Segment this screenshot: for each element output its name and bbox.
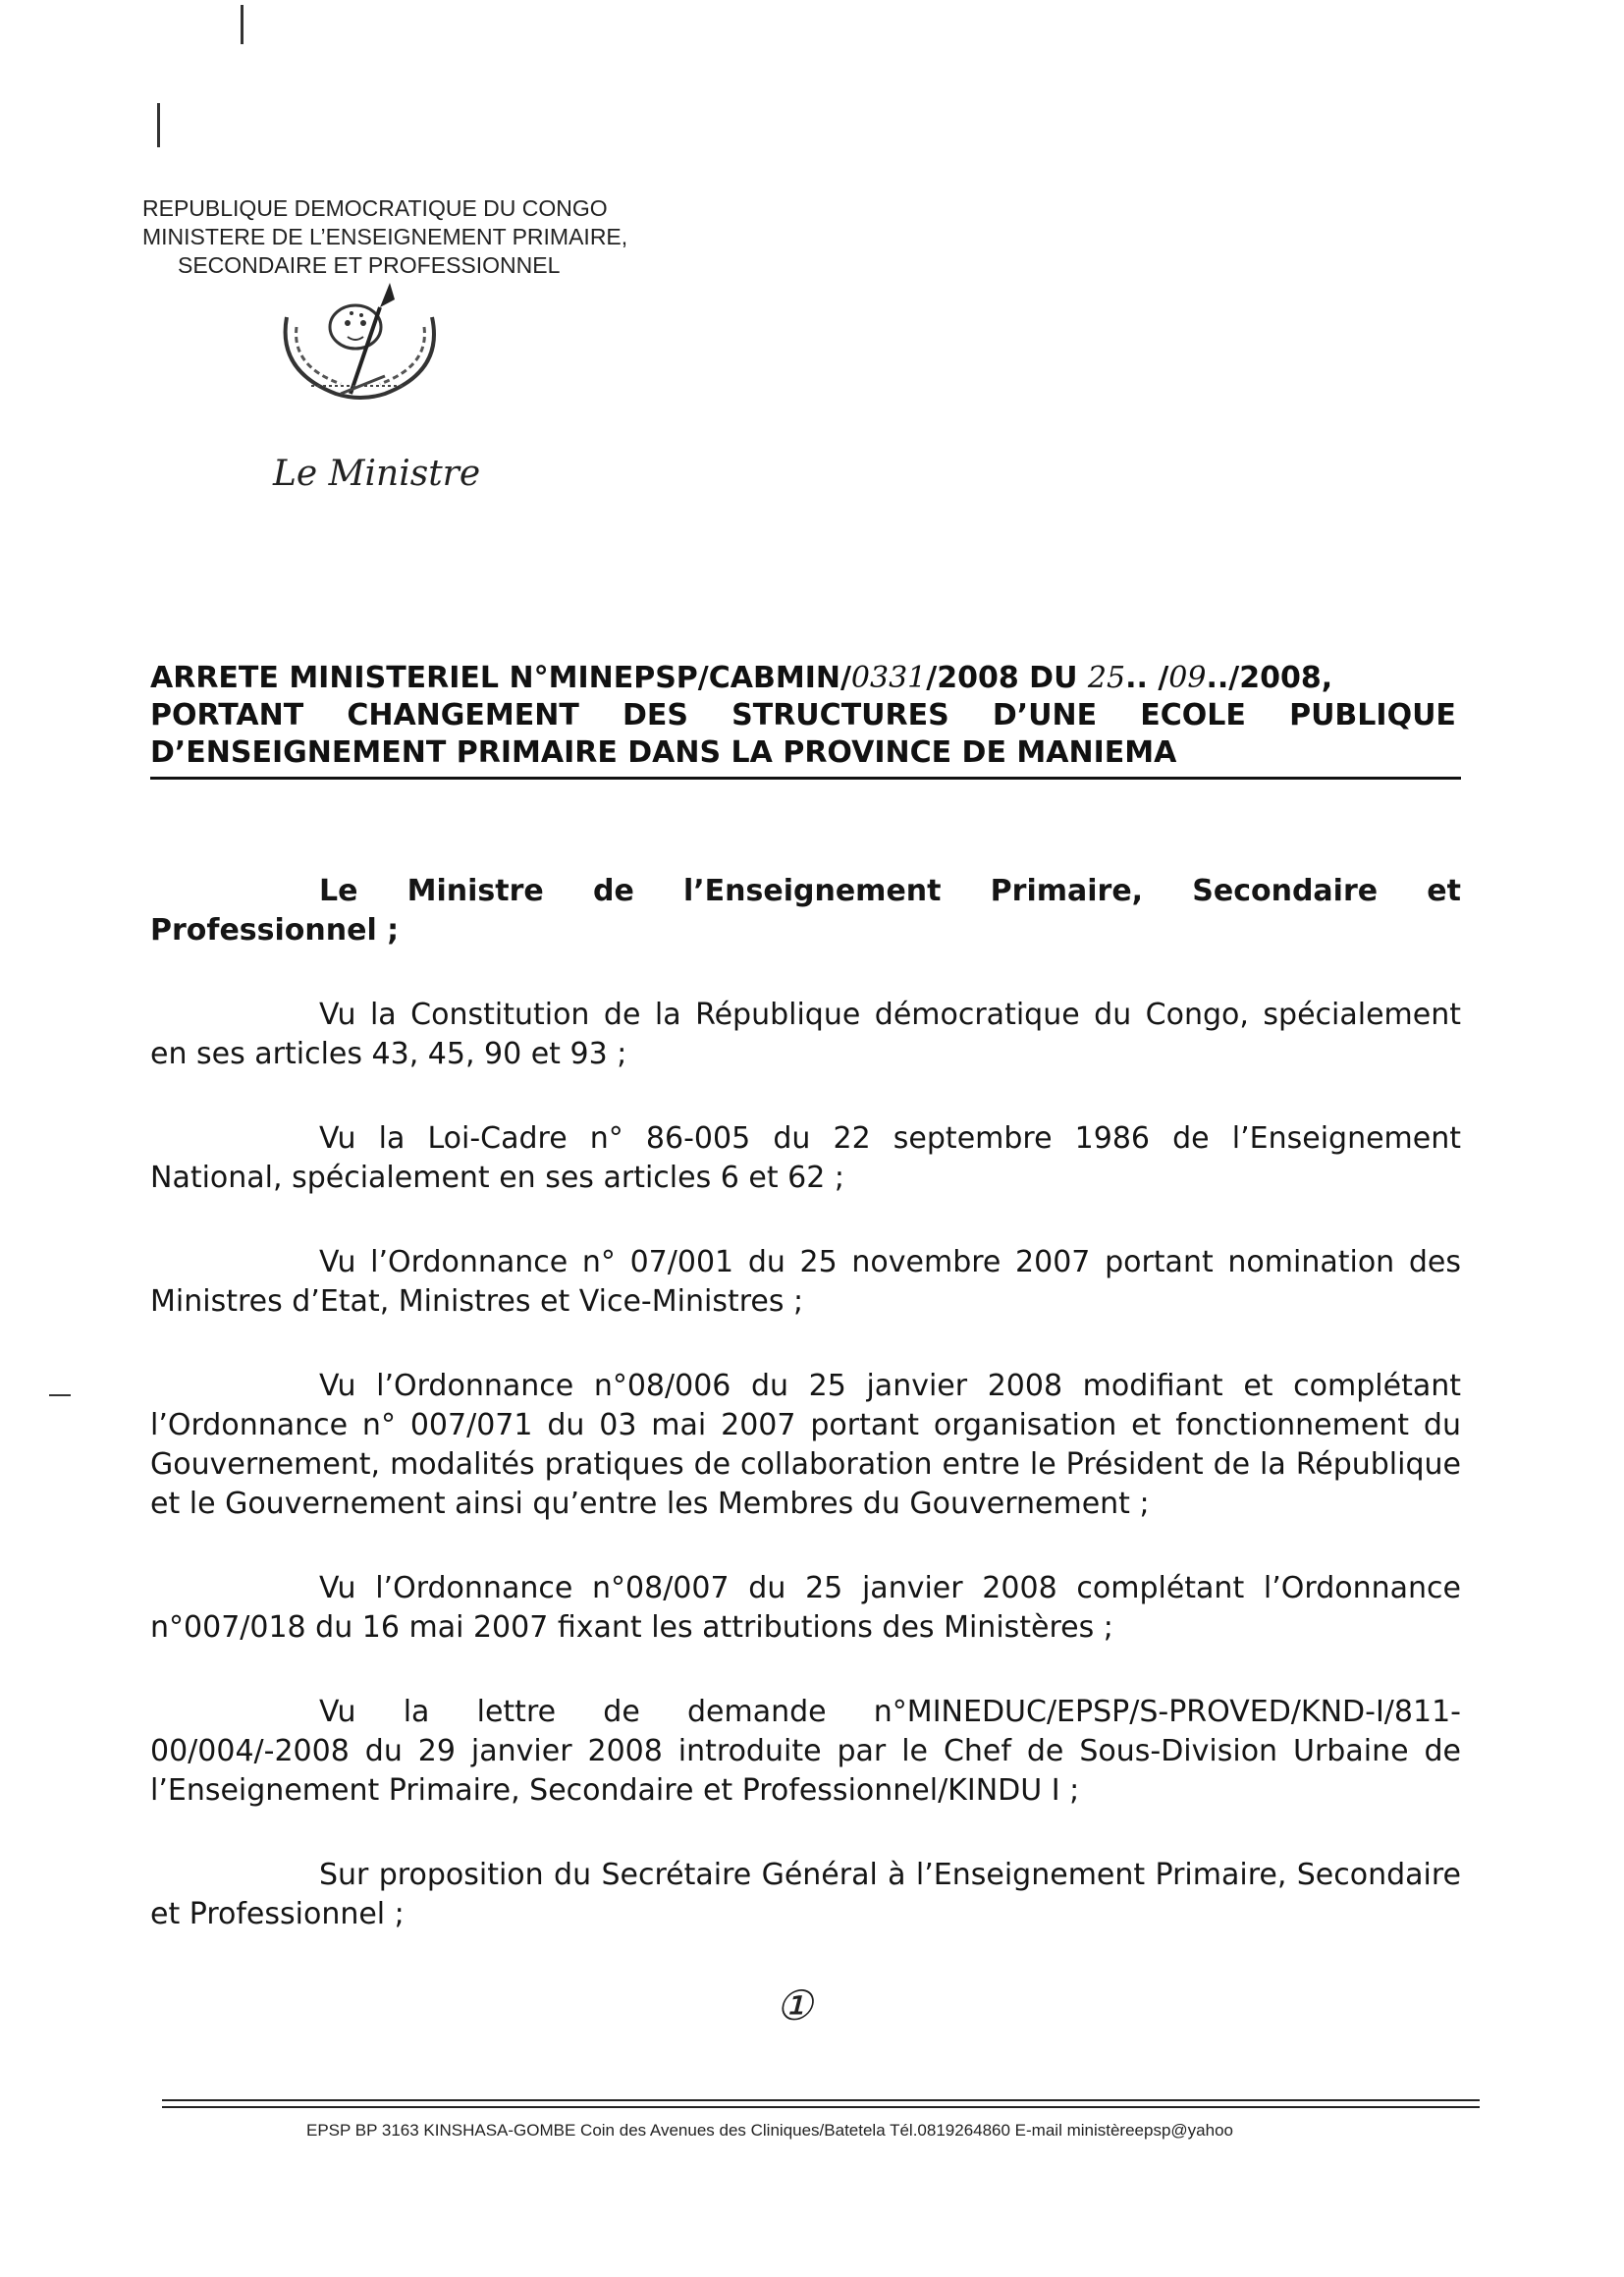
title-word: PUBLIQUE: [1289, 698, 1456, 732]
handwritten-initials: ①: [776, 1981, 813, 2030]
intro-line-2: Professionnel ;: [150, 913, 400, 948]
footer-address: EPSP BP 3163 KINSHASA-GOMBE Coin des Avenues des Cliniques/Batetela Tél.0819264860 E-mail ministèreepsp@yahoo: [306, 2121, 1233, 2140]
title-line-1: [150, 660, 1456, 697]
paragraph-constitution: [150, 996, 1461, 1074]
title-word: STRUCTURES: [731, 698, 949, 732]
header-ministry: MINISTERE DE L’ENSEIGNEMENT PRIMAIRE,: [142, 224, 628, 249]
intro-word: l’Enseignement: [682, 874, 942, 908]
intro-line-1: [150, 872, 1461, 911]
decree-title: [150, 660, 1456, 772]
scan-mark: [241, 5, 244, 44]
title-word: ECOLE: [1140, 698, 1246, 732]
paragraph-text: Sur proposition du Secrétaire Général à l’Enseignement Primaire, Secondaire et Professionnel ;: [150, 1858, 1461, 1931]
header-ministry-cont: SECONDAIRE ET PROFESSIONNEL: [178, 252, 561, 278]
paragraph-text: Vu la Constitution de la République démocratique du Congo, spécialement en ses articles 43, 45, 90 et 93 ;: [150, 998, 1461, 1071]
title-word: PORTANT: [150, 698, 304, 732]
paragraph-lettre-demande: [150, 1693, 1461, 1811]
header-country: REPUBLIQUE DEMOCRATIQUE DU CONGO: [142, 195, 608, 221]
title-line-2: [150, 697, 1456, 734]
title-underline: [150, 777, 1461, 780]
paragraph-text: Vu l’Ordonnance n°08/007 du 25 janvier 2008 complétant l’Ordonnance n°007/018 du 16 mai 2007 fixant les attributions des Ministères ;: [150, 1571, 1461, 1645]
title-year-end: ../2008,: [1206, 661, 1333, 695]
paragraph-text: Vu la lettre de demande n°MINEDUC/EPSP/S-PROVED/KND-I/811- 00/004/-2008 du 29 janvier 2008 introduite par le Chef de Sous-Division Urbaine de l’Enseignement Primaire, Secondaire et Professionnel/KINDU I ;: [150, 1695, 1461, 1808]
paragraph-ordonnance-08-007: [150, 1569, 1461, 1648]
scan-mark: [49, 1394, 71, 1396]
title-line-3: D’ENSEIGNEMENT PRIMAIRE DANS LA PROVINCE DE MANIEMA: [150, 735, 1177, 770]
paragraph-proposition: [150, 1856, 1461, 1934]
paragraph-text: Vu l’Ordonnance n° 07/001 du 25 novembre 2007 portant nomination des Ministres d’Etat, Ministres et Vice-Ministres ;: [150, 1245, 1461, 1319]
title-word: D’UNE: [992, 698, 1098, 732]
intro-word: Primaire,: [990, 874, 1144, 908]
handwritten-number: 0331: [850, 661, 927, 695]
handwritten-month: 09: [1168, 661, 1207, 695]
leopard-coat-of-arms-icon: [257, 278, 463, 410]
ministry-header: [142, 194, 692, 280]
title-year-du: /2008 DU: [926, 661, 1088, 695]
intro-word: Ministre: [406, 874, 544, 908]
title-prefix: ARRETE MINISTERIEL N°MINEPSP/CABMIN/: [150, 661, 851, 695]
title-separator: .. /: [1125, 661, 1169, 695]
intro-word: Le: [319, 874, 358, 908]
title-word: DES: [622, 698, 688, 732]
handwritten-day: 25: [1087, 661, 1126, 695]
intro-paragraph: [150, 872, 1461, 950]
intro-word: Secondaire: [1192, 874, 1379, 908]
paragraph-text: Vu la Loi-Cadre n° 86-005 du 22 septembre 1986 de l’Enseignement National, spécialement en ses articles 6 et 62 ;: [150, 1121, 1461, 1195]
intro-word: de: [592, 874, 634, 908]
paragraph-ordonnance-07-001: [150, 1243, 1461, 1322]
paragraph-ordonnance-08-006: [150, 1367, 1461, 1524]
minister-signature-label: Le Ministre: [273, 454, 481, 494]
scan-mark: [157, 103, 160, 147]
footer-rule: [162, 2099, 1480, 2101]
paragraph-text: Vu l’Ordonnance n°08/006 du 25 janvier 2008 modifiant et complétant l’Ordonnance n° 007/071 du 03 mai 2007 portant organisation et fonctionnement du Gouvernement, modalités pratiques de collaboration entre le Président de la République et le Gouvernement ainsi qu’entre les Membres du Gouvernement ;: [150, 1369, 1461, 1521]
footer-rule: [162, 2106, 1480, 2108]
paragraph-loi-cadre: [150, 1119, 1461, 1198]
decree-body: [150, 872, 1461, 1979]
intro-word: et: [1427, 874, 1461, 908]
title-word: CHANGEMENT: [347, 698, 579, 732]
